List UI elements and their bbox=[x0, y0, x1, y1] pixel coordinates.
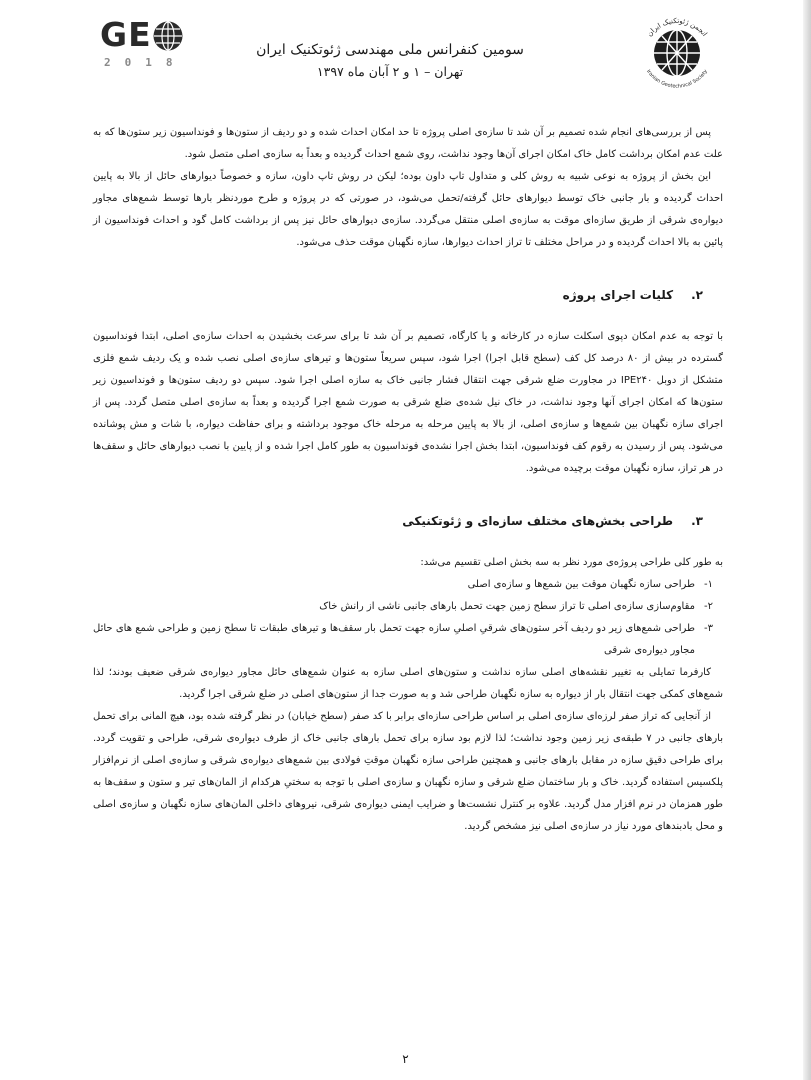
list-item-text: مقاوم‌سازی سازه‌ی اصلی تا تراز سطح زمین جهت تحمل بارهای جانبی ناشی از رانش خاک bbox=[319, 601, 695, 612]
section-2-number: ۲. bbox=[691, 288, 703, 302]
logo-year: 2018 bbox=[104, 56, 187, 69]
list-item bbox=[93, 596, 723, 618]
document-body bbox=[93, 122, 723, 838]
intro-paragraph-1: پس از بررسی‌های انجام شده تصمیم بر آن شد تا سازه‌ی اصلی پروژه تا حد امکان احداث شده و دو ردیف از ستون‌ها و فونداسیون زیر ستون‌ها که به علت عدم امکان برداشت کامل خاک امکان اجرای آن‌ها وجود نداشت، روی شمع احداث گردیده و بعداً به سازه‌ی اصلی متصل شود. bbox=[93, 127, 723, 160]
page-number: ۲ bbox=[402, 1052, 409, 1066]
section-3-lead: به طور کلی طراحی پروژه‌ی مورد نظر به سه بخش اصلی تقسیم می‌شد: bbox=[420, 557, 723, 568]
seal-text-english: Iranian Geotechnical Society bbox=[644, 68, 710, 90]
list-item-number: ۲- bbox=[704, 601, 713, 612]
logo-text: GE bbox=[100, 15, 152, 54]
section-2-heading bbox=[93, 284, 723, 306]
section-3-paragraph-1: کارفرما تمایلی به تغییر نقشه‌های اصلی سازه نداشت و ستون‌های اصلی سازه به عنوان شمع‌های حائل مجاور دیواره‌ی شرقی ضعیف بودند؛ لذا شمع‌های کمکی جهت انتقال بار از دیواره به سازه نگهبان طراحی شد و به صورت جدا از ستون‌های اصلی در ضلع شرقی اجرا گردید. bbox=[93, 667, 723, 700]
seal-text-persian: انجمن ژئوتکنیک ایران bbox=[645, 16, 709, 38]
section-3-heading bbox=[93, 510, 723, 532]
section-2-title: کلیات اجرای پروژه bbox=[562, 288, 674, 302]
section-3-number: ۳. bbox=[691, 514, 703, 528]
conference-header bbox=[230, 40, 550, 82]
conference-date-location: تهران – ۱ و ۲ آبان ماه ۱۳۹۷ bbox=[316, 64, 464, 79]
globe-icon bbox=[152, 20, 184, 52]
section-2-paragraph: با توجه به عدم امکان دپوی اسکلت سازه در کارخانه و یا کارگاه، تصمیم بر آن شد تا برای سرعت بخشیدن به احداث سازه‌ی اصلی، ابتدا فونداسیون گسترده در بیش از ۸۰ درصد کل کف (سطح قابل اجرا) اجرا شود، سپس سریعاً ستون‌ها و تیرهای سازه‌ی اصلی نصب شده و یک ردیف شمع فلزی متشکل از دوبل IPE۲۴۰ در مجاورت ضلع شرقی جهت انتقال فشار جانبی خاک به سازه اصلی اجرا شود. سپس دو ردیف ستون‌ها و فونداسیون زیر ستون‌ها که امکان اجرای آنها وجود نداشت، در خاک نیل شده‌ی ضلع شرقی به صورت شمع اجرا گردیده و بعداً به سازه‌ی اصلی متصل گردد. پس از اجرای سازه نگهبان بین شمع‌ها و سازه‌ی اصلی، از بالا به پایین مرحله به مرحله خاک موجود برداشته و برای حفاظت دیواره، با شات و مش پوشانده می‌شود. پس از رسیدن به رقوم کف فونداسیون، ابتدا بخش اجرا نشده‌ی فونداسیون به طور کامل اجرا شده و از پایین با نصب دیوارهای حائل و سقف‌ها در هر تراز، سازه نگهبان موقت برچیده می‌شود. bbox=[93, 331, 723, 474]
intro-paragraph-2: این بخش از پروژه به نوعی شبیه به روش کلی و متداول تاپ داون بوده؛ لیکن در روش تاپ داون، سازه و خصوصاً دیوارهای حائل از بالا به پایین احداث گردیده و بار جانبی خاک توسط دیوارهای حائل گرفته/تحمل می‌شود، در صورتی که در پروژه و طرح موردنظر بارها توسط شمع‌های مجاور دیواره‌ی شرقی از طریق سازه‌ای موقت به سازه‌ی اصلی منتقل می‌گردد. سازه‌ی دیوارهای حائل نیز پس از برداشت کامل گود و احداث فونداسیون از پائین به بالا احداث گردیده و در مراحل مختلف تا تراز احداث دیوارها، سازه نگهبان موقت حذف می‌شود. bbox=[93, 171, 723, 248]
page-edge bbox=[803, 0, 811, 1080]
conference-title: سومین کنفرانس ملی مهندسی ژئوتکنیک ایران bbox=[256, 42, 524, 58]
list-item-number: ۳- bbox=[704, 623, 713, 634]
list-item-number: ۱- bbox=[704, 579, 713, 590]
section-3-title: طراحی بخش‌های مختلف سازه‌ای و ژئوتکنیکی bbox=[402, 514, 674, 528]
list-item-text: طراحی سازه نگهبان موقت بین شمع‌ها و سازه‌ی اصلی bbox=[467, 579, 695, 590]
section-3-paragraph-2: از آنجایی که تراز صفر لرزه‌ای سازه‌ی اصلی بر اساس طراحی سازه‌ای برابر با کد صفر (سطح خیابان) در نظر گرفته شده بود، هیچ المانی برای تحمل بارهای جانبی در ۷ طبقه‌ی زیر زمین وجود نداشت؛ لذا لازم بود سازه برای تحمل بارهای جانبی خاک از طرف دیواره‌ی شرقی، طراحی و تقویت گردد. برای طراحی دقیق سازه در مقابل بارهای جانبی و همچنین طراحی سازه نگهبان موقتِ فولادی بین شمع‌های دیواره‌ی شرقی و سازه‌ی اصلی از نرم‌افزار پلکسیس استفاده گردید. خاک و بار ساختمان ضلع شرقی و سازه نگهبان و سازه‌ی اصلی با توجه به سختیِ هرکدام از المان‌های تیر و ستون و سقف‌ها به طور همزمان در نرم افزار مدل گردید. علاوه بر کنترل نشست‌ها و ضرایب ایمنی دیواره‌ی شرقی، نیروهای داخلی المان‌های سازه نگهبان و سازه‌ی اصلی و محل بادبندهای مورد نیاز در سازه‌ی اصلی نیز مشخص گردید. bbox=[93, 711, 723, 832]
list-item bbox=[93, 618, 723, 662]
iranian-geotechnical-society-seal bbox=[632, 8, 722, 98]
list-item bbox=[93, 574, 723, 596]
list-item-text: طراحی شمع‌های زیر دو ردیف آخر ستون‌های شرقیِ اصلیِ سازه جهت تحمل بار سقف‌ها و تیرهای طبقات تا سطح زمین و طراحی شمع های حائل مجاور دیواره‌ی شرقی bbox=[93, 623, 695, 656]
geo-2018-logo bbox=[100, 15, 190, 74]
